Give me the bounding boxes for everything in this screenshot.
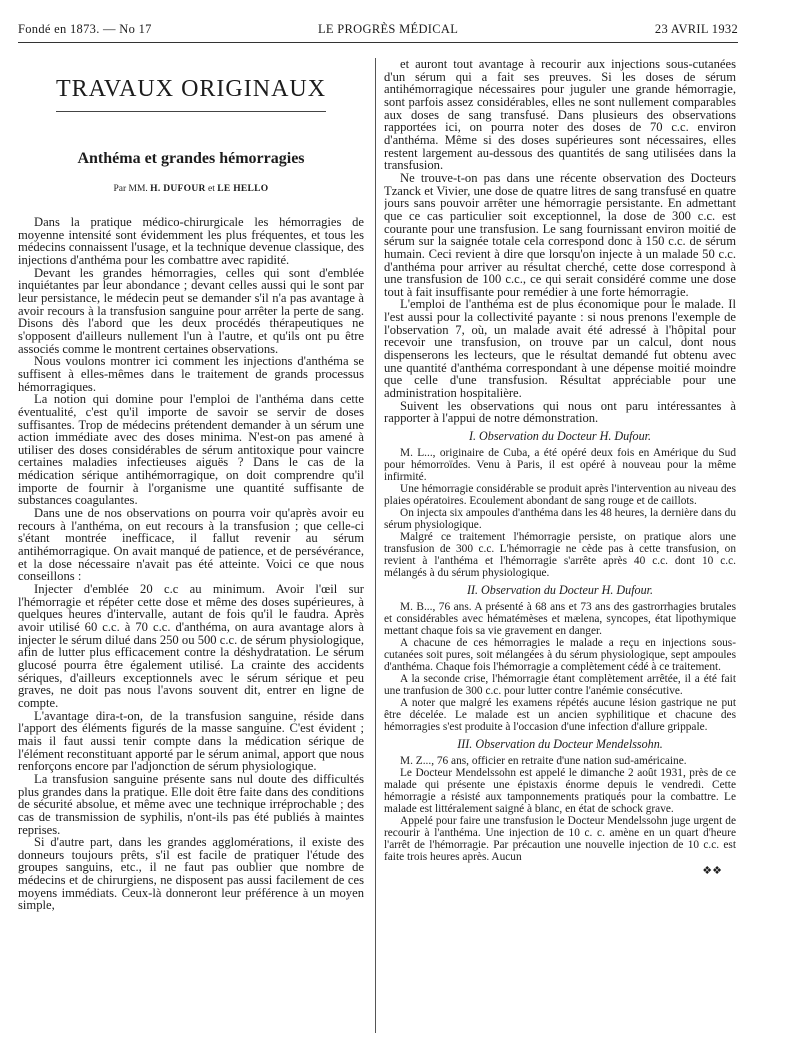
paragraph: Nous voulons montrer ici comment les injections d'anthéma se suffisent à elles-mêmes dans le traitement de grands processus hémorragiques. [18, 354, 364, 394]
paragraph: et auront tout avantage à recourir aux injections sous-cutanées d'un sérum qui a fait ses preuves. Si les doses de sérum antihémorragique nécessaires pour juguler une grande hémorragie, sont parfois assez considérables, elles ne sont nullement comparables aux doses de sang transfusé. Dans plusieurs des observations rapportées ici, on pourra noter des doses de 70 c.c. environ d'anthéma. Même si des doses supérieures sont nécessaires, elles restent largement au-dessous des quantités de sang utilisées dans la transfusion. [384, 58, 736, 173]
byline-prefix: Par MM. [113, 184, 148, 194]
case-paragraph: M. Z..., 76 ans, officier en retraite d'une nation sud-américaine. [400, 755, 687, 768]
author-le-hello: LE HELLO [217, 184, 269, 194]
author-dufour: H. DUFOUR [150, 184, 206, 194]
observation-heading: I. Observation du Docteur H. Dufour. [468, 429, 652, 444]
byline-join: et [208, 184, 215, 194]
case-paragraph: On injecta six ampoules d'anthéma dans les 48 heures, la dernière dans du sérum physiologique. [384, 507, 736, 532]
paragraph: Injecter d'emblée 20 c.c au minimum. Avoir l'œil sur l'hémorragie et répéter cette dose et même des doses supérieures, à quelques heures d'intervalle, autant de fois qu'il le faudra. Après avoir utilisé 60 c.c. à 70 c.c. d'anthéma, on aura avantage alors à injecter le sérum dilué dans 250 ou 500 c.c. de sérum physiologique, afin de lutter plus efficacement contre la déshydratation. Le sérum glucosé pourra être également utilisé. La crainte des accidents sériques, d'ailleurs exceptionnels avec le sérum sérique et peu graves, ne doit pas nous l'avons souvent dit, entrer en ligne de compte. [18, 582, 364, 710]
paragraph: Dans la pratique médico-chirurgicale les hémorragies de moyenne intensité sont évidemment les plus fréquentes, et tous les médecins connaissent l'usage, et la technique devenue classique, des injections d'anthéma pour les combattre avec rapidité. [18, 215, 364, 267]
header-date: 23 AVRIL 1932 [654, 22, 738, 36]
header-journal-title: LE PROGRÈS MÉDICAL [318, 22, 459, 36]
paragraph: Ne trouve-t-on pas dans une récente observation des Docteurs Tzanck et Vivier, une dose de quatre litres de sang transfusé en quatre jours sans pouvoir arrêter une hémorragie persistante. En admettant que ce cas particulier soit exceptionnel, la dose de 300 c.c. est courante pour une transfusion. Le sang fournissant environ moitié de sérum sur la saignée totale cela correspond donc à 150 c.c. de sérum humain. Ceci revient à dire que lorsqu'on injecte à un malade 50 c.c. d'anthéma pour arriver au résultat cherché, cette dose correspond à une transfusion de 100 c.c., ce qui serait considéré comme une dose tout à fait insuffisante pour remédier à une forte hémorragie. [384, 170, 736, 299]
paragraph: La transfusion sanguine présente sans nul doute des difficultés plus grandes dans la pratique. Elle doit être faite dans des conditions de sécurité absolue, et même avec une technique irréprochable ; des cas de transmission de syphilis, n'ont-ils pas été publiés à maintes reprises. [18, 771, 364, 837]
byline [18, 184, 364, 194]
case-paragraph: M. B..., 76 ans. A présenté à 68 ans et 73 ans des gastrorrhagies brutales et considérables avec hématémèses et mælena, syncopes, état lipothymique mettant chaque fois sa vie gravement en danger. [384, 601, 736, 638]
running-header [18, 18, 738, 40]
case-paragraph: A noter que malgré les examens répétés aucune lésion gastrique ne put être décelée. Le malade est un ancien syphilitique et chacune des hémorragies s'est produite à l'occasion d'une infection d'allure grippale. [384, 697, 736, 734]
observation-heading: II. Observation du Docteur H. Dufour. [466, 583, 654, 598]
case-paragraph: Le Docteur Mendelssohn est appelé le dimanche 2 août 1931, près de ce malade qui présente une épistaxis énorme depuis le vendredi. Cette hémorragie a résisté aux tamponnements pratiqués pour la combattre. Le malade est littéralement saigné à blanc, en état de schock grave. [384, 767, 736, 816]
left-column [18, 60, 364, 1035]
case-paragraph: Une hémorragie considérable se produit après l'intervention au niveau des plaies opératoires. Ecoulement abondant de sang rouge et de caillots. [384, 483, 736, 508]
article-title: Anthéma et grandes hémorragies [77, 150, 305, 167]
case-paragraph: M. L..., originaire de Cuba, a été opéré deux fois en Amérique du Sud pour hémorroïdes. Venu à Paris, il est opéré à nouveau pour la même infirmité. [384, 447, 736, 484]
right-column [384, 58, 736, 1048]
paragraph: Devant les grandes hémorragies, celles qui sont d'emblée inquiétantes par leur abondance ; devant celles aussi qui le sont par leur persistance, le médecin peut se demander s'il n'a pas avantage à avoir recours à la transfusion sanguine pour arrêter la perte de sang. Disons dès l'abord que les deux procédés thérapeutiques ne s'opposent d'ailleurs nullement l'un à l'autre, et qu'ils ont pu être associés comme le montrent certaines observations. [18, 265, 364, 356]
case-paragraph: A la seconde crise, l'hémorragie étant complètement arrêtée, il a été fait une tranfusion de 300 c.c. pour lutter contre l'anémie consécutive. [384, 673, 736, 698]
column-divider [375, 58, 376, 1033]
paragraph: Dans une de nos observations on pourra voir qu'après avoir eu recours à l'anthéma, on eut recours à la transfusion ; que celle-ci s'étant montrée inefficace, il fallut revenir au sérum antihémorragique. On avait manqué de patience, et de persévérance, et la dose nécessaire n'avait pas été atteinte. Voici ce que nous conseillons : [18, 506, 364, 584]
observation-heading: III. Observation du Docteur Mendelssohn. [457, 737, 663, 752]
section-title: TRAVAUX ORIGINAUX [55, 76, 327, 102]
paragraph: La notion qui domine pour l'emploi de l'anthéma dans cette éventualité, c'est qu'il importe de savoir se servir de doses suffisantes. Trop de médecins prétendent demander à un sérum une action immédiate avec des doses minima. N'est-on pas amené à utiliser des doses considérables de sérum antitoxique pour vaincre certaines maladies infectieuses aiguës ? Dans le cas de la médication sérique antihémorragique, on doit comprendre qu'il importe de fournir à l'organisme une quantité suffisante de substances coagulantes. [18, 392, 364, 508]
case-paragraph: A chacune de ces hémorragies le malade a reçu en injections sous-cutanées soit pures, soit mélangées à du sérum physiologique, sept ampoules d'anthéma. Chaque fois l'hémorragie a complètement cédé à ce traitement. [384, 637, 736, 674]
paragraph: L'avantage dira-t-on, de la transfusion sanguine, réside dans l'apport des éléments figurés de la masse sanguine. C'est évident ; mais il faut aussi tenir compte dans la médication sérique de l'élément reconstituant apporté par le sérum animal, apport que nous renforçons encore par l'adjonction de sérum physiologique. [18, 708, 364, 774]
header-founding-issue: Fondé en 1873. — No 17 [18, 22, 152, 36]
end-ornament: ❖❖ [702, 865, 722, 878]
paragraph: L'emploi de l'anthéma est de plus économique pour le malade. Il l'est aussi pour la collectivité payante : si nous prenons l'exemple de l'observation 7, où, un malade avait été adressé à l'hôpital pour recevoir une transfusion, on trouve par un calcul, dont nous dispenserons les lecteurs, que le résultat demandé fut obtenu avec une quantité d'anthéma correspondant à une dépense moitié moindre que celle d'une transfusion. Résultat appréciable pour une administration hospitalière. [384, 297, 736, 401]
paragraph: Si d'autre part, dans les grandes agglomérations, il existe des donneurs toujours prêts, s'il est facile de pratiquer l'étude des groupes sanguins, etc., il ne faut pas oublier que nombre de médecins et de chirurgiens, ne disposent pas aussi facilement de ces moyens immédiats. Ceux-là donneront leur préférence à un moyen simple, [18, 835, 364, 913]
paragraph: Suivent les observations qui nous ont paru intéressantes à rapporter à l'appui de notre démonstration. [384, 398, 736, 426]
case-paragraph: Appelé pour faire une transfusion le Docteur Mendelssohn juge urgent de recourir à l'anthéma. Une injection de 10 c. c. amène en un quart d'heure l'arrêt de l'hémorragie. Par précaution une nouvelle injection de 10 c.c. est faite trois heures après. Aucun [384, 815, 736, 864]
section-title-rule [56, 111, 326, 112]
header-rule [18, 42, 738, 43]
case-paragraph: Malgré ce traitement l'hémorragie persiste, on pratique alors une transfusion de 300 c.c. L'hémorragie ne cède pas à cette transfusion, on revient à l'anthéma et l'hémorragie s'arrête après 40 c.c. dont 10 c.c. mélangés à du sérum physiologique. [384, 531, 736, 580]
